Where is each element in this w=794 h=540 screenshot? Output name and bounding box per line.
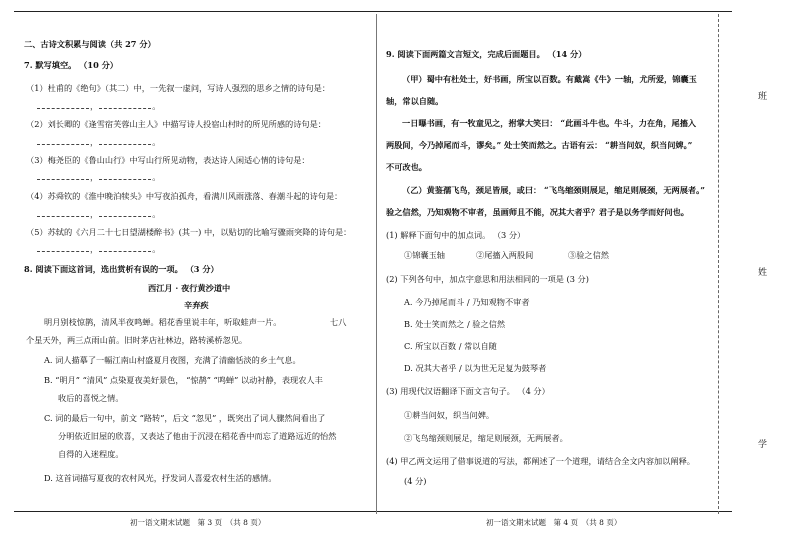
q9-2-option-a: A. 今乃掉尾而斗 / 乃知观物不审者	[404, 297, 530, 307]
margin-label-school: 学	[758, 440, 768, 450]
poem-line-2: 个星天外，两三点雨山前。旧时茅店社林边，路转溪桥忽见。	[26, 335, 248, 345]
q9-3-item-2: ②飞鸟缩颈则展足，缩足则展颈，无两展者。	[404, 433, 568, 443]
bottom-border	[14, 511, 732, 512]
q8-option-c-cont-2: 自得的入迷程度。	[58, 449, 124, 459]
q9-1-item-3: ③验之信然	[568, 250, 609, 260]
q8-option-b: B. “明月” “清风” 点染夏夜美好景色， “惊鹊” “鸣蝉” 以动衬静，表现农人丰	[44, 375, 323, 385]
q9-2-option-b: B. 处士笑而然之 / 验之信然	[404, 319, 506, 329]
q9-3-item-1: ①耕当问奴，织当问婢。	[404, 410, 495, 420]
q7-item-4: （4）苏舜钦的《淮中晚泊犊头》中写夜泊孤舟，看满川风雨涨落、春潮斗起的诗句是：	[26, 191, 343, 201]
q7-blank-4: ， 。	[36, 209, 160, 219]
q9-title: 9. 阅读下面两篇文言短文，完成后面题目。 （14 分）	[386, 49, 587, 59]
passage-b-line-2: 验之信然，乃知观物不审者，虽画师且不能，况其大者乎？君子是以务学而好问也。	[386, 207, 689, 217]
right-footer: 初一语文期末试题 第 4 页 （共 8 页）	[486, 518, 622, 527]
passage-b-line-1: （乙）黄鉴孺飞鸟，颈足皆展，或曰： “飞鸟缩颈则展足，缩足则展颈，无两展者。”	[402, 185, 705, 195]
q8-title: 8. 阅读下面这首词，选出赏析有误的一项。 （3 分）	[24, 264, 219, 274]
poem-line-1-tail: 七八	[330, 317, 347, 327]
q7-blank-2: ， 。	[36, 137, 160, 147]
q7-item-2: （2）刘长卿的《逢雪宿芙蓉山主人》中描写诗人投宿山村时的所见所感的诗句是：	[26, 119, 326, 129]
q8-option-d: D. 这首词描写夏夜的农村风光，抒发词人喜爱农村生活的感情。	[44, 473, 277, 483]
margin-label-name: 姓	[758, 268, 768, 278]
q7-item-1: （1）杜甫的《绝句》（其二）中，一先叙一虚问，写诗人强烈的思乡之情的诗句是：	[26, 83, 331, 93]
passage-a-line-2: 轴，常以自随。	[386, 96, 444, 106]
left-footer: 初一语文期末试题 第 3 页 （共 8 页）	[130, 518, 266, 527]
q9-1-item-2: ②尾搐入两股间	[476, 250, 534, 260]
q9-4-line-1: (4) 甲乙两文运用了借事说道的写法，都阐述了一个道理，请结合全文内容加以阐释。	[386, 456, 695, 466]
poem-line-1: 明月别枝惊鹊，清风半夜鸣蝉。稻花香里说丰年，听取蛙声一片。	[44, 317, 282, 327]
q7-item-3: （3）梅尧臣的《鲁山山行》中写山行所见动物，表达诗人闲适心情的诗句是：	[26, 155, 310, 165]
poem-author: 辛弃疾	[184, 300, 209, 310]
q8-option-a: A. 词人描摹了一幅江南山村盛夏月夜图，充满了清幽恬淡的乡土气息。	[44, 355, 301, 365]
margin-label-class: 班	[758, 92, 768, 102]
top-border	[14, 11, 732, 12]
q9-3-title: (3) 用现代汉语翻译下面文言句子。 （4 分）	[386, 386, 550, 396]
q8-option-b-cont: 收后的喜悦之情。	[58, 393, 124, 403]
q7-blank-3: ， 。	[36, 172, 160, 182]
q9-4-line-2: (4 分)	[404, 476, 427, 486]
q8-option-c-cont-1: 分明依近旧屋的欣喜，又表达了他由于沉浸在稻花香中而忘了道路远近的怡然	[58, 431, 337, 441]
q7-title: 7. 默写填空。 （10 分）	[24, 60, 118, 70]
binding-line	[718, 14, 720, 514]
passage-a-line-3: 一日曝书画，有一牧童见之，拊掌大笑曰： “此画斗牛也。牛斗，力在角，尾搐入	[402, 118, 697, 128]
section-title: 二、古诗文积累与阅读（共 27 分）	[24, 39, 156, 49]
passage-a-line-1: （甲）蜀中有杜处士，好书画，所宝以百数。有戴嵩《牛》一轴，尤所爱，锦囊玉	[402, 74, 697, 84]
q9-2-option-d: D. 况其大者乎 / 以为世无足复为鼓琴者	[404, 363, 547, 373]
q8-option-c: C. 词的最后一句中，前文 “路转”，后文 “忽见” ，既突出了词人骤然间看出了	[44, 413, 326, 423]
q7-blank-1: ， 。	[36, 101, 160, 111]
q9-2-title: (2) 下列各句中，加点字意思和用法相同的一项是 (3 分)	[386, 274, 589, 284]
page-divider	[376, 14, 377, 514]
q7-item-5: （5）苏轼的《六月二十七日望湖楼醉书》(其一) 中，以贴切的比喻写骤雨突降的诗句是：	[26, 227, 352, 237]
poem-title: 西江月 · 夜行黄沙道中	[148, 283, 231, 293]
passage-a-line-5: 不可改也。	[386, 162, 427, 172]
passage-a-line-4: 两股间，今乃掉尾而斗，谬矣。” 处士笑而然之。古语有云： “耕当问奴，织当问婢。”	[386, 140, 693, 150]
q9-1-title: (1) 解释下面句中的加点词。 （3 分）	[386, 230, 526, 240]
q9-1-item-1: ①锦囊玉轴	[404, 250, 445, 260]
q7-blank-5: ， 。	[36, 244, 160, 254]
q9-2-option-c: C. 所宝以百数 / 常以自随	[404, 341, 497, 351]
